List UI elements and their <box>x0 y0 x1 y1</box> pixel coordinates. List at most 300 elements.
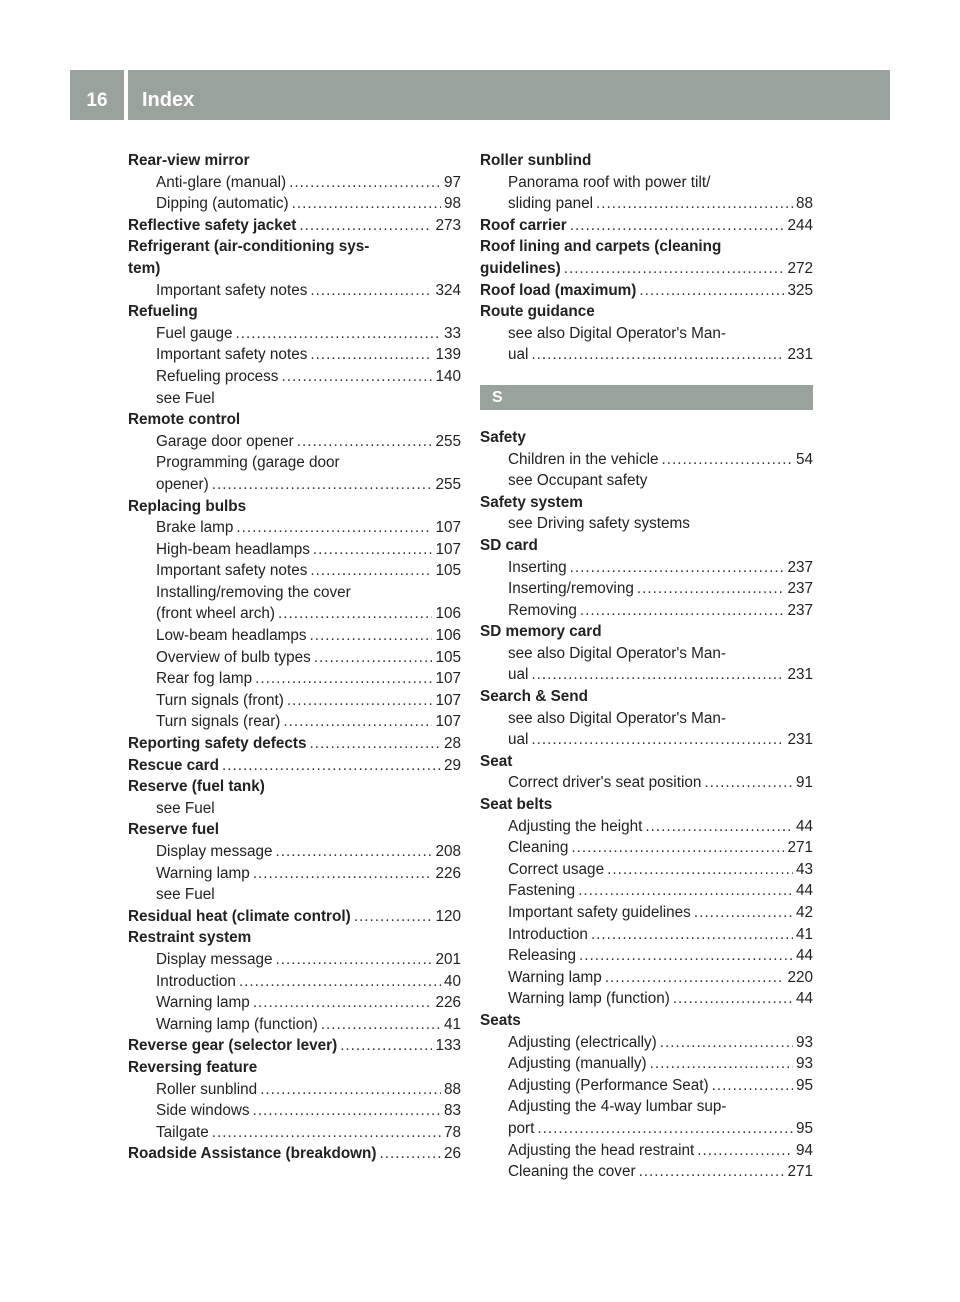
entry-text: Releasing <box>508 947 577 965</box>
entry-text: Safety system <box>480 493 583 511</box>
page-ref: 107 <box>435 519 461 537</box>
index-subentry <box>128 1100 461 1122</box>
entry-text: Important safety notes <box>156 281 308 299</box>
index-subentry <box>128 193 461 215</box>
index-subentry <box>128 647 461 669</box>
index-entry <box>128 236 461 258</box>
dot-leader <box>694 902 793 924</box>
index-subentry <box>128 474 461 496</box>
dot-leader <box>712 1075 793 1097</box>
page-ref: 220 <box>787 968 813 986</box>
page-ref: 231 <box>787 666 813 684</box>
dot-leader <box>283 711 432 733</box>
page-ref: 106 <box>435 605 461 623</box>
page-ref: 41 <box>443 1015 461 1033</box>
page-ref: 237 <box>787 558 813 576</box>
index-subentry <box>480 902 813 924</box>
entry-text: Important safety notes <box>156 562 308 580</box>
entry-text: Reserve fuel <box>128 821 219 839</box>
entry-text: Adjusting the 4-way lumbar sup- <box>508 1098 727 1116</box>
page-ref: 107 <box>435 540 461 558</box>
page-ref: 44 <box>795 990 813 1008</box>
page-ref: 78 <box>443 1123 461 1141</box>
entry-text: Inserting/removing <box>508 580 634 598</box>
dot-leader <box>578 880 793 902</box>
entry-text: Overview of bulb types <box>156 648 311 666</box>
index-subentry <box>128 539 461 561</box>
entry-text: Roller sunblind <box>480 152 592 169</box>
entry-text: Seats <box>480 1011 521 1029</box>
entry-text: Adjusting the height <box>508 817 643 835</box>
entry-text: Roadside Assistance (breakdown) <box>128 1145 377 1163</box>
index-column-right <box>480 150 813 1183</box>
entry-text: Important safety guidelines <box>508 904 691 921</box>
page-ref: 83 <box>443 1102 461 1120</box>
index-subentry <box>480 1118 813 1140</box>
page-ref: 88 <box>795 195 813 213</box>
page-ref: 43 <box>795 860 813 878</box>
index-subentry <box>480 600 813 622</box>
dot-leader <box>531 344 784 366</box>
entry-text: Refueling process <box>156 367 279 385</box>
entry-text: Garage door opener <box>156 432 294 450</box>
page-ref: 273 <box>435 216 461 234</box>
dot-leader <box>321 1014 441 1036</box>
index-entry <box>128 301 461 323</box>
dot-leader <box>571 837 784 859</box>
dot-leader <box>596 193 793 215</box>
index-entry <box>128 496 461 518</box>
entry-text: Roller sunblind <box>156 1080 258 1098</box>
index-entry <box>128 733 461 755</box>
index-subentry <box>128 949 461 971</box>
page-ref: 237 <box>787 580 813 598</box>
index-subentry <box>128 344 461 366</box>
page-ref: 98 <box>443 195 461 213</box>
index-entry <box>480 794 813 816</box>
index-subentry <box>128 603 461 625</box>
page-ref: 107 <box>435 713 461 731</box>
index-entry <box>128 906 461 928</box>
entry-text: Turn signals (rear) <box>156 713 281 731</box>
page-ref: 255 <box>435 475 461 493</box>
letter-heading-s: S <box>480 385 813 410</box>
dot-leader <box>639 280 784 302</box>
index-subentry <box>128 172 461 194</box>
page-ref: 29 <box>443 756 461 774</box>
page-ref: 226 <box>435 864 461 882</box>
page-ref: 201 <box>435 950 461 968</box>
entry-text: Programming (garage door <box>156 454 340 472</box>
index-subentry <box>480 323 813 345</box>
index-subentry <box>128 1079 461 1101</box>
index-subentry <box>128 517 461 539</box>
entry-text: Cleaning <box>508 839 569 857</box>
entry-text: see also Digital Operator's Man- <box>508 644 727 662</box>
index-column-left <box>128 150 461 1165</box>
page-ref: 54 <box>795 450 813 468</box>
entry-text: see Driving safety systems <box>508 515 690 533</box>
page-ref: 26 <box>443 1145 461 1163</box>
index-subentry <box>480 470 813 492</box>
entry-text: Roof lining and carpets (cleaning <box>480 238 722 256</box>
page-ref: 94 <box>795 1141 813 1159</box>
index-list-r-bottom <box>480 427 813 1183</box>
index-subentry <box>128 280 461 302</box>
page-ref: 208 <box>435 843 461 860</box>
index-subentry <box>480 837 813 859</box>
entry-text: Fuel gauge <box>156 324 233 342</box>
index-subentry <box>128 452 461 474</box>
index-subentry <box>128 992 461 1014</box>
entry-text: SD card <box>480 536 538 554</box>
dot-leader <box>354 906 433 928</box>
entry-text: see also Digital Operator's Man- <box>508 709 727 727</box>
index-entry <box>128 258 461 280</box>
entry-text: Installing/removing the cover <box>156 583 351 601</box>
index-subentry <box>480 344 813 366</box>
entry-text: Adjusting (Performance Seat) <box>508 1076 709 1094</box>
entry-text: Important safety notes <box>156 346 308 364</box>
entry-text: Reserve (fuel tank) <box>128 778 265 796</box>
page-ref: 105 <box>435 648 461 666</box>
entry-text: Adjusting the head restraint <box>508 1141 695 1159</box>
entry-text: tem) <box>128 259 161 277</box>
dot-leader <box>704 772 793 794</box>
index-subentry <box>128 711 461 733</box>
entry-text: Display message <box>156 843 273 860</box>
dot-leader <box>650 1053 793 1075</box>
index-entry <box>128 409 461 431</box>
entry-text: Route guidance <box>480 303 595 321</box>
index-subentry <box>480 1032 813 1054</box>
index-entry <box>128 1057 461 1079</box>
index-subentry <box>480 557 813 579</box>
index-subentry <box>128 582 461 604</box>
page-ref: 107 <box>435 691 461 709</box>
page-ref: 231 <box>787 731 813 749</box>
index-entry <box>480 686 813 708</box>
entry-text: Introduction <box>508 925 588 943</box>
dot-leader <box>310 344 432 366</box>
entry-text: Rescue card <box>128 756 219 774</box>
entry-text: port <box>508 1119 535 1137</box>
entry-text: Warning lamp <box>156 994 250 1012</box>
index-entry <box>480 535 813 557</box>
entry-text: Correct usage <box>508 860 605 878</box>
dot-leader <box>340 1035 432 1057</box>
page-ref: 88 <box>443 1080 461 1098</box>
page-ref: 44 <box>795 947 813 965</box>
index-entry <box>480 150 813 172</box>
index-subentry <box>128 1014 461 1036</box>
page-ref: 324 <box>435 281 461 299</box>
entry-text: see also Digital Operator's Man- <box>508 324 727 342</box>
entry-text: Anti-glare (manual) <box>156 173 287 191</box>
entry-text: Fastening <box>508 882 576 900</box>
dot-leader <box>278 603 432 625</box>
dot-leader <box>314 647 433 669</box>
page-ref: 42 <box>795 904 813 921</box>
index-subentry <box>480 1075 813 1097</box>
entry-text: see Fuel <box>156 389 215 407</box>
index-subentry <box>480 1053 813 1075</box>
entry-text: Safety <box>480 428 526 446</box>
entry-text: Inserting <box>508 558 567 576</box>
index-subentry <box>480 1096 813 1118</box>
dot-leader <box>570 215 785 237</box>
page-ref: 271 <box>787 839 813 857</box>
index-subentry <box>480 1140 813 1162</box>
dot-leader <box>297 431 433 453</box>
dot-leader <box>564 258 785 280</box>
dot-leader <box>313 539 433 561</box>
page-ref: 120 <box>435 907 461 925</box>
index-subentry <box>480 924 813 946</box>
page-ref: 93 <box>795 1033 813 1051</box>
entry-text: Side windows <box>156 1102 250 1120</box>
index-subentry <box>128 690 461 712</box>
index-subentry <box>480 513 813 535</box>
index-entry <box>128 1143 461 1165</box>
dot-leader <box>222 755 441 777</box>
page-ref: 40 <box>443 972 461 990</box>
entry-text: sliding panel <box>508 195 594 213</box>
entry-text: Warning lamp (function) <box>156 1015 318 1033</box>
dot-leader <box>531 664 784 686</box>
index-subentry <box>128 971 461 993</box>
index-entry <box>128 819 461 841</box>
dot-leader <box>292 193 441 215</box>
index-subentry <box>480 988 813 1010</box>
index-entry <box>480 301 813 323</box>
entry-text: Warning lamp <box>156 864 250 882</box>
entry-text: see Fuel <box>156 799 215 817</box>
dot-leader <box>637 578 785 600</box>
dot-leader <box>253 1100 441 1122</box>
dot-leader <box>260 1079 441 1101</box>
section-title: Index <box>142 89 195 111</box>
entry-text: SD memory card <box>480 623 602 641</box>
entry-text: Display message <box>156 950 273 968</box>
entry-text: Rear fog lamp <box>156 670 253 688</box>
index-subentry <box>480 945 813 967</box>
index-entry <box>128 776 461 798</box>
dot-leader <box>673 988 793 1010</box>
dot-leader <box>697 1140 793 1162</box>
entry-text: Introduction <box>156 972 236 990</box>
entry-text: Removing <box>508 601 577 619</box>
dot-leader <box>531 729 784 751</box>
entry-text: (front wheel arch) <box>156 605 276 623</box>
entry-text: Children in the vehicle <box>508 450 659 468</box>
entry-text: ual <box>508 666 529 684</box>
index-entry <box>480 621 813 643</box>
entry-text: Tailgate <box>156 1123 209 1141</box>
index-subentry <box>480 772 813 794</box>
dot-leader <box>275 841 432 863</box>
entry-text: Reflective safety jacket <box>128 216 297 234</box>
page-number: 16 <box>86 90 108 111</box>
entry-text: Residual heat (climate control) <box>128 907 351 925</box>
dot-leader <box>310 560 432 582</box>
index-entry <box>128 150 461 172</box>
entry-text: Reporting safety defects <box>128 735 307 753</box>
index-subentry <box>480 643 813 665</box>
entry-text: Refueling <box>128 303 198 321</box>
page-ref: 244 <box>787 216 813 234</box>
entry-text: Search & Send <box>480 688 588 706</box>
entry-text: see Occupant safety <box>508 472 648 490</box>
entry-text: Turn signals (front) <box>156 691 284 709</box>
index-subentry <box>128 560 461 582</box>
page-ref: 226 <box>435 994 461 1012</box>
entry-text: Roof load (maximum) <box>480 281 637 299</box>
index-subentry <box>480 816 813 838</box>
dot-leader <box>639 1161 785 1183</box>
page-ref: 133 <box>435 1037 461 1055</box>
index-entry <box>480 215 813 237</box>
index-subentry <box>128 863 461 885</box>
index-subentry <box>480 729 813 751</box>
dot-leader <box>310 625 433 647</box>
dot-leader <box>253 992 433 1014</box>
page-ref: 28 <box>443 735 461 753</box>
page-ref: 271 <box>787 1163 813 1181</box>
index-subentry <box>480 708 813 730</box>
dot-leader <box>253 863 433 885</box>
page-ref: 95 <box>795 1076 813 1094</box>
dot-leader <box>380 1143 441 1165</box>
index-subentry <box>128 431 461 453</box>
index-entry <box>480 492 813 514</box>
page-ref: 33 <box>443 324 461 342</box>
dot-leader <box>299 215 432 237</box>
index-subentry <box>128 884 461 906</box>
entry-text: Warning lamp (function) <box>508 990 670 1008</box>
entry-text: Rear-view mirror <box>128 152 250 169</box>
index-subentry <box>480 172 813 194</box>
index-subentry <box>128 388 461 410</box>
dot-leader <box>579 945 793 967</box>
dot-leader <box>570 557 785 579</box>
index-subentry <box>128 323 461 345</box>
entry-text: Reverse gear (selector lever) <box>128 1037 338 1055</box>
dot-leader <box>310 280 432 302</box>
index-subentry <box>480 193 813 215</box>
page-ref: 237 <box>787 601 813 619</box>
index-entry <box>480 280 813 302</box>
dot-leader <box>287 690 433 712</box>
index-subentry <box>480 967 813 989</box>
header-divider <box>124 70 128 120</box>
dot-leader <box>289 172 441 194</box>
dot-leader <box>645 816 793 838</box>
index-subentry <box>128 668 461 690</box>
page-ref: 105 <box>435 562 461 580</box>
page-ref: 255 <box>435 432 461 450</box>
entry-text: Remote control <box>128 411 241 429</box>
page-ref: 91 <box>795 774 813 792</box>
entry-text: ual <box>508 346 529 364</box>
page-ref: 231 <box>787 346 813 364</box>
dot-leader <box>537 1118 793 1140</box>
index-entry <box>128 927 461 949</box>
entry-text: Adjusting (electrically) <box>508 1033 657 1051</box>
index-subentry <box>128 1122 461 1144</box>
page-ref: 272 <box>787 259 813 277</box>
index-entry <box>480 258 813 280</box>
dot-leader <box>660 1032 793 1054</box>
entry-text: Dipping (automatic) <box>156 195 289 213</box>
entry-text: Reversing feature <box>128 1058 258 1076</box>
page-ref: 140 <box>435 367 461 385</box>
entry-text: Refrigerant (air-conditioning sys- <box>128 238 370 256</box>
entry-text: opener) <box>156 475 209 493</box>
index-subentry <box>128 366 461 388</box>
dot-leader <box>212 474 433 496</box>
index-entry <box>128 215 461 237</box>
index-subentry <box>128 625 461 647</box>
index-subentry <box>128 798 461 820</box>
index-subentry <box>480 578 813 600</box>
index-entry <box>128 755 461 777</box>
dot-leader <box>236 517 432 539</box>
index-list-r-top <box>480 150 813 366</box>
page-ref: 139 <box>435 346 461 364</box>
index-entry <box>480 1010 813 1032</box>
page-ref: 44 <box>795 882 813 900</box>
index-subentry <box>128 841 461 863</box>
entry-text: High-beam headlamps <box>156 540 310 558</box>
entry-text: see Fuel <box>156 886 215 904</box>
dot-leader <box>605 967 785 989</box>
dot-leader <box>662 449 793 471</box>
page-ref: 44 <box>795 817 813 835</box>
page-ref: 93 <box>795 1055 813 1073</box>
entry-text: Cleaning the cover <box>508 1163 636 1181</box>
dot-leader <box>580 600 785 622</box>
page-ref: 106 <box>435 627 461 645</box>
page-ref: 95 <box>795 1119 813 1137</box>
entry-text: Correct driver's seat position <box>508 774 702 792</box>
index-subentry <box>480 880 813 902</box>
index-subentry <box>480 449 813 471</box>
entry-text: Seat <box>480 752 513 770</box>
entry-text: Adjusting (manually) <box>508 1055 647 1073</box>
index-entry <box>480 236 813 258</box>
dot-leader <box>281 366 432 388</box>
entry-text: Panorama roof with power tilt/ <box>508 173 711 191</box>
dot-leader <box>607 859 793 881</box>
entry-text: Warning lamp <box>508 968 602 986</box>
page-ref: 41 <box>795 925 813 943</box>
index-entry <box>480 427 813 449</box>
entry-text: Seat belts <box>480 796 553 814</box>
dot-leader <box>310 733 441 755</box>
index-subentry <box>480 664 813 686</box>
entry-text: Restraint system <box>128 929 252 947</box>
index-entry <box>128 1035 461 1057</box>
dot-leader <box>212 1122 441 1144</box>
index-subentry <box>480 1161 813 1183</box>
entry-text: Brake lamp <box>156 519 234 537</box>
dot-leader <box>275 949 432 971</box>
page-ref: 97 <box>443 173 461 191</box>
index-subentry <box>480 859 813 881</box>
page-ref: 325 <box>787 281 813 299</box>
index-entry <box>480 751 813 773</box>
